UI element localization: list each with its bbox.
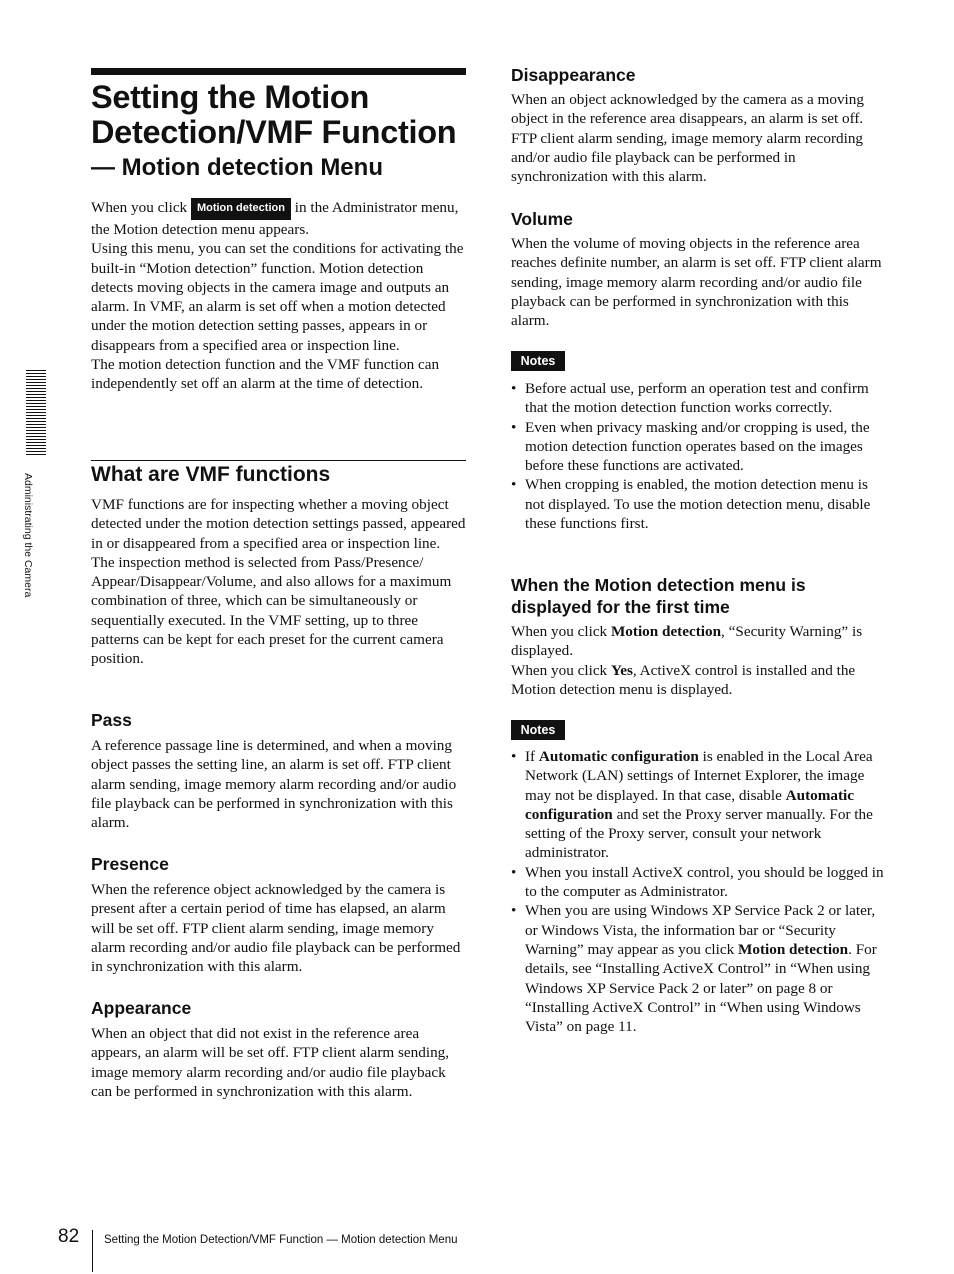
page-title-line2: Detection/VMF Function	[91, 114, 457, 150]
first-time-heading: When the Motion detection menu is displayed for the first time	[511, 575, 806, 617]
page-number: 82	[58, 1226, 80, 1247]
side-section-label: Administrating the Camera	[22, 473, 34, 598]
note-text: If	[525, 748, 539, 765]
notes-list	[511, 379, 885, 533]
note-bold: Motion detection	[738, 940, 849, 958]
intro-paragraph-1	[91, 198, 466, 239]
first-time-p1-text-end: , “Security Warning” is displayed.	[511, 623, 863, 660]
notes-badge: Notes	[511, 351, 565, 371]
note-bold: Automatic configuration	[538, 748, 699, 765]
appearance-text: When an object that did not exist in the reference area appears, an alarm will be set off. FTP client alarm sending, image memory alarm recording and/or audio file playback can be performed in synchronization with this alarm.	[91, 1025, 450, 1100]
first-time-paragraph-2	[511, 661, 885, 700]
title-rule	[91, 68, 466, 75]
first-time-p2-text-end: , ActiveX control is installed and the Motion detection menu is displayed.	[511, 661, 856, 698]
pass-heading: Pass	[91, 710, 132, 730]
appearance-heading: Appearance	[91, 998, 192, 1018]
intro-lead-before: When you click	[91, 199, 188, 216]
page-title-line1: Setting the Motion	[91, 79, 370, 115]
first-time-p2-bold: Yes	[610, 661, 633, 679]
page-subtitle: — Motion detection Menu	[91, 154, 383, 181]
notes-list	[511, 747, 885, 1036]
vmf-paragraph-1: VMF functions are for inspecting whether a moving object detected under the motion detection settings passed, appeared in or disappeared from a specified area or inspection line.	[91, 496, 466, 552]
section-rule	[91, 460, 466, 461]
disappearance-text: When an object acknowledged by the camera as a moving object in the reference area disappears, an alarm is set off. FTP client alarm sending, image memory alarm recording and/or audio file playback can be performed in synchronization with this alarm.	[511, 91, 864, 186]
notes-badge: Notes	[511, 720, 565, 740]
intro-section	[91, 198, 466, 394]
footer-rule	[92, 1230, 93, 1272]
note-item: • When you install ActiveX control, you should be logged in to the computer as Administrator.	[511, 863, 885, 902]
note-text: When you are using Windows XP Service Pack 2 or later, or Windows Vista, the information bar or “Security Warning” may appear as you click	[525, 902, 876, 958]
note-item	[511, 901, 885, 1036]
footer-title: Setting the Motion Detection/VMF Function — Motion detection Menu	[104, 1234, 458, 1246]
first-time-paragraph-1	[511, 622, 885, 661]
presence-text: When the reference object acknowledged by the camera is present after a certain period of time has elapsed, an alarm will be set off. FTP client alarm sending, image memory alarm recording and/or audio file playback can be performed in synchronization with this alarm.	[91, 881, 461, 976]
page-title	[91, 80, 471, 150]
intro-paragraph-2: Using this menu, you can set the conditions for activating the built-in “Motion detection” function. Motion detection detects moving objects in the camera image and outputs an alarm. In VMF, an alarm is set off when a motion detected under the motion detection setting passes, appears in or disappears from a specified area or inspection line.	[91, 240, 464, 354]
disappearance-heading: Disappearance	[511, 65, 636, 85]
vmf-section	[91, 495, 466, 669]
note-bold: Automatic configuration	[525, 786, 854, 823]
pass-text: A reference passage line is determined, and when a moving object passes the setting line, an alarm is set off. FTP client alarm sending, image memory alarm recording and/or audio file playback can be performed in synchronization with this alarm.	[91, 737, 457, 832]
presence-heading: Presence	[91, 854, 169, 874]
first-time-p1-bold: Motion detection	[610, 623, 722, 640]
note-item: • Before actual use, perform an operation test and confirm that the motion detection function works correctly.	[511, 379, 885, 418]
note-item: • Even when privacy masking and/or cropping is used, the motion detection function operates based on the images before these functions are activated.	[511, 418, 885, 476]
first-time-p2-text: When you click	[511, 661, 611, 679]
motion-detection-button: Motion detection	[191, 198, 291, 220]
first-time-section	[511, 622, 885, 699]
first-time-p1-text: When you click	[511, 623, 611, 640]
note-text: . For details, see “Installing ActiveX Control” in “When using Windows XP Service Pack 2 or later” on page 8 or “Installing ActiveX Control” in “When using Windows Vista” on page 11.	[525, 940, 877, 1036]
vmf-paragraph-2: The inspection method is selected from Pass/Presence/ Appear/Disappear/Volume, and also allows for a maximum combination of three, which can be simultaneously or sequentially executed. In the VMF setting, up to three patterns can be kept for each preset for the current camera position.	[91, 553, 452, 668]
note-text: and set the Proxy server manually. For the setting of the Proxy server, consult your network administrator.	[525, 805, 873, 862]
intro-lead-after: in the Administrator menu, the Motion detection menu appears.	[91, 199, 459, 238]
section-tab-marker	[26, 370, 46, 456]
note-item	[511, 747, 885, 863]
volume-text: When the volume of moving objects in the reference area reaches definite number, an alarm is set off. FTP client alarm sending, image memory alarm recording and/or audio file playback can be performed in synchronization with this alarm.	[511, 235, 882, 330]
note-item: • When cropping is enabled, the motion detection menu is not displayed. To use the motion detection menu, disable these functions first.	[511, 475, 885, 533]
volume-heading: Volume	[511, 209, 573, 229]
vmf-heading: What are VMF functions	[91, 463, 331, 486]
intro-paragraph-3: The motion detection function and the VMF function can independently set off an alarm at the time of detection.	[91, 356, 440, 393]
note-text: is enabled in the Local Area Network (LAN) settings of Internet Explorer, the image may not be displayed. In that case, disable	[525, 748, 873, 804]
